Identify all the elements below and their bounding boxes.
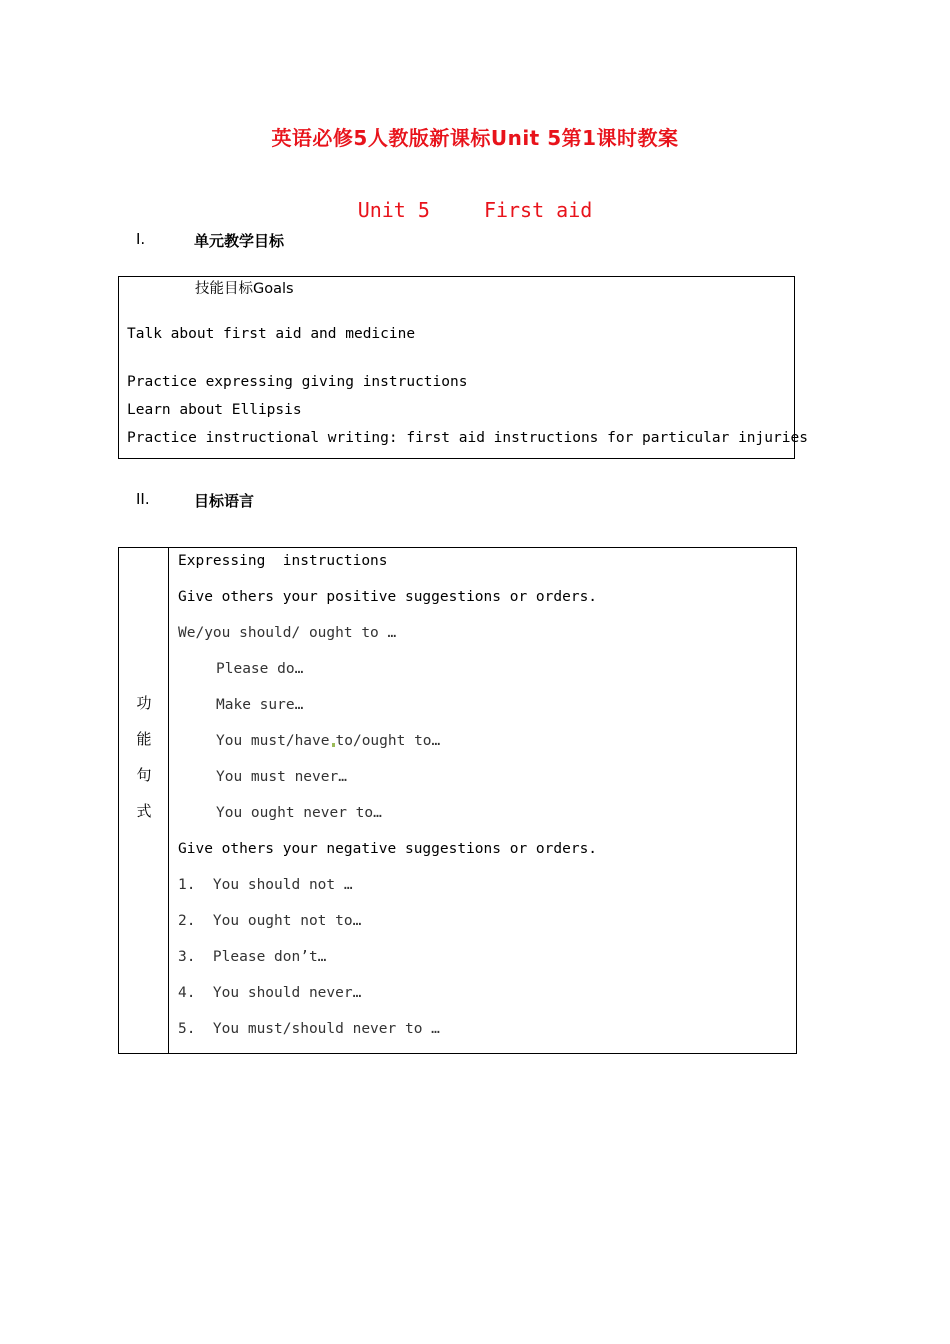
goals-heading: 技能目标Goals — [195, 281, 294, 297]
section-2-numeral: II. — [136, 490, 150, 508]
negative-heading: Give others your negative suggestions or orders. — [178, 841, 598, 857]
goal-item: Practice instructional writing: first aid instructions for particular injuries — [127, 430, 808, 446]
goal-item: Practice expressing giving instructions — [127, 374, 468, 390]
unit-number: Unit 5 — [357, 198, 430, 222]
marker-dot — [332, 743, 335, 747]
positive-item: We/you should/ ought to … — [178, 625, 397, 641]
side-char: 句 — [136, 766, 152, 784]
section-1-label: 单元教学目标 — [194, 232, 285, 250]
negative-item: 4. You should never… — [178, 985, 362, 1001]
positive-item — [216, 733, 440, 749]
unit-name: First aid — [483, 198, 593, 222]
positive-item: Please do… — [216, 661, 304, 677]
goal-item: Talk about first aid and medicine — [127, 326, 416, 342]
unit-heading — [0, 198, 950, 222]
side-char: 能 — [136, 730, 152, 748]
positive-item-part: You must/have — [216, 733, 330, 749]
positive-item-part: to/ought to… — [335, 733, 441, 749]
section-1-heading — [136, 230, 436, 252]
negative-item: 5. You must/should never to … — [178, 1021, 440, 1037]
section-2-heading — [136, 490, 436, 512]
goals-box — [118, 276, 808, 459]
section-1-numeral: I. — [136, 230, 146, 248]
side-char: 功 — [136, 694, 152, 712]
positive-heading: Give others your positive suggestions or orders. — [178, 589, 598, 605]
positive-item: You must never… — [216, 769, 347, 785]
expressing-heading: Expressing instructions — [178, 553, 388, 569]
negative-item: 3. Please don’t… — [178, 949, 327, 965]
positive-item: You ought never to… — [216, 805, 382, 821]
negative-item: 2. You ought not to… — [178, 913, 362, 929]
goal-item: Learn about Ellipsis — [127, 402, 302, 418]
side-char: 式 — [136, 802, 152, 820]
side-label-column — [119, 548, 169, 1053]
target-language-table — [118, 547, 797, 1054]
positive-item: Make sure… — [216, 697, 304, 713]
section-2-label: 目标语言 — [194, 492, 255, 510]
document-title: 英语必修5人教版新课标Unit 5第1课时教案 — [271, 126, 679, 150]
negative-item: 1. You should not … — [178, 877, 353, 893]
